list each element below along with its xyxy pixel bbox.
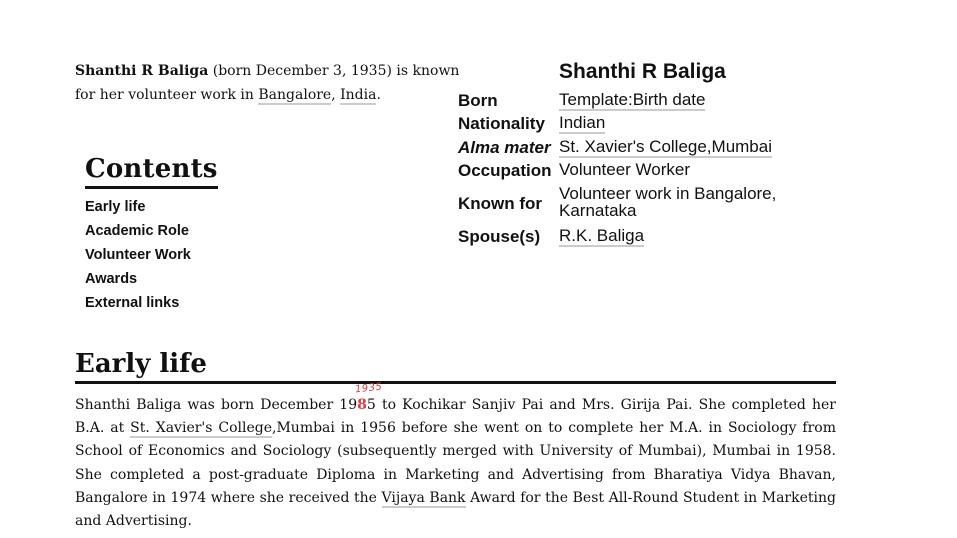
toc-item-external-links[interactable]: External links <box>85 295 180 311</box>
paragraph-text: Award for the Best All-Round Student in Marketing and Advertising. <box>75 489 836 530</box>
corrected-digit: 8 <box>357 397 367 413</box>
paragraph-text: Shanthi Baliga was born December 19 <box>75 397 358 413</box>
subject-name: Shanthi R Baliga <box>75 63 209 79</box>
link-indian[interactable]: Indian <box>559 113 606 132</box>
infobox-label: Born <box>458 91 498 110</box>
handwritten-correction <box>354 381 384 417</box>
paragraph-text: ,Mumbai in 1956 before she went on to complete her M.A. in Sociology from School of Economics and Sociology (subsequently merged with University of Mumbai), Mumbai in 1958. She completed a post-graduate Diploma in Marketing and Advertising from Bharatiya Vidya Bhavan, Bangalore in 1974 where she received the <box>75 420 836 506</box>
section-title: Early life <box>75 347 836 384</box>
infobox-label: Spouse(s) <box>458 227 541 246</box>
toc-item-early-life[interactable]: Early life <box>85 199 146 215</box>
infobox-value <box>559 91 705 108</box>
infobox-value-line: Volunteer work in Bangalore, <box>559 184 777 203</box>
infobox-value: Volunteer Worker <box>559 160 691 179</box>
infobox-label: Occupation <box>458 161 552 180</box>
infobox-value <box>559 114 605 131</box>
toc-item-awards[interactable]: Awards <box>85 271 138 287</box>
link-bangalore[interactable]: Bangalore <box>258 86 332 103</box>
infobox-value <box>559 138 772 155</box>
infobox-value <box>559 227 644 244</box>
link-rk-baliga[interactable]: R.K. Baliga <box>559 226 645 245</box>
link-st-xaviers-college-body[interactable]: St. Xavier's College <box>130 420 273 437</box>
infobox-label: Known for <box>458 194 543 213</box>
toc-title: Contents <box>85 152 218 189</box>
infobox-value-line: Karnataka <box>559 201 637 220</box>
table-of-contents <box>85 152 218 315</box>
infobox-value <box>559 185 776 219</box>
intro-paragraph <box>75 60 460 107</box>
link-vijaya-bank[interactable]: Vijaya Bank <box>381 489 466 506</box>
toc-list <box>85 195 218 315</box>
correction-note: 1935 <box>354 381 384 396</box>
infobox-label: Alma mater <box>458 138 551 157</box>
toc-item-academic-role[interactable]: Academic Role <box>85 223 189 239</box>
infobox-label: Nationality <box>458 114 545 133</box>
link-birth-date-template[interactable]: Template:Birth date <box>559 90 706 109</box>
section-paragraph <box>75 381 836 533</box>
link-india[interactable]: India <box>340 86 377 103</box>
paragraph-text: 5 to Kochikar Sanjiv Pai and Mrs. Girija Pai. She completed her B.A. at <box>75 397 836 437</box>
infobox-title: Shanthi R Baliga <box>559 60 726 83</box>
intro-end: . <box>376 86 381 103</box>
toc-item-volunteer-work[interactable]: Volunteer Work <box>85 247 191 263</box>
intro-separator: , <box>331 86 341 103</box>
intro-text: (born December 3, 1935) is known for her volunteer work in <box>75 63 460 103</box>
link-st-xaviers-college[interactable]: St. Xavier's College,Mumbai <box>559 137 772 156</box>
section-early-life <box>75 347 836 533</box>
